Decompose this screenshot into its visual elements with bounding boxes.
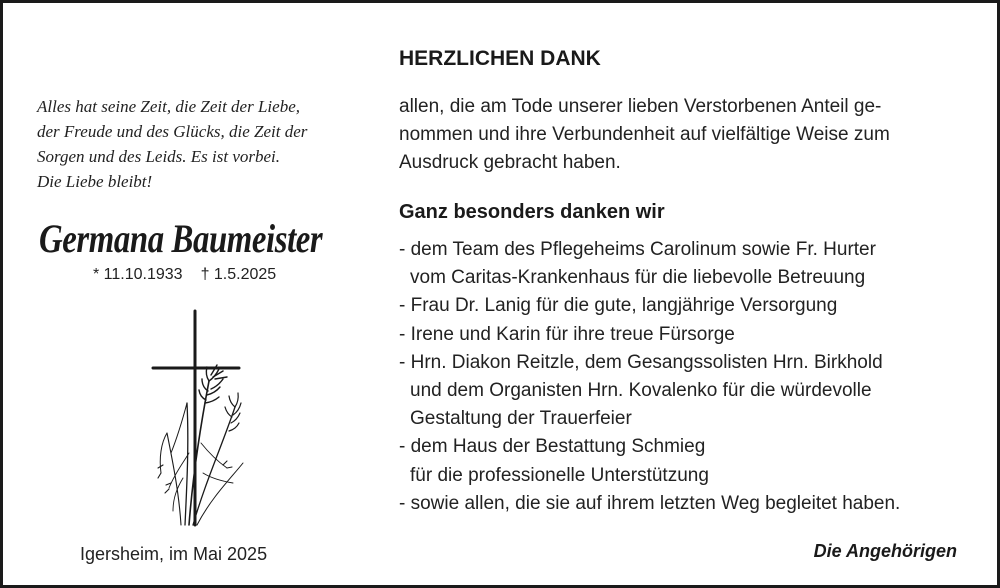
poem-line: der Freude und des Glücks, die Zeit der [37, 122, 308, 141]
thanks-item: - Frau Dr. Lanig für die gute, langjährige Versorgung [399, 295, 838, 317]
thanks-item: - sowie allen, die sie auf ihrem letzten Weg begleitet haben. [399, 492, 901, 514]
life-dates [93, 266, 276, 284]
cross-with-wheat-icon [143, 303, 253, 528]
intro-paragraph [399, 93, 979, 177]
thanks-item: - dem Team des Pflegeheims Carolinum sowie Fr. Hurter [399, 239, 876, 260]
thanks-item: - Hrn. Diakon Reitzle, dem Gesangssolisten Hrn. Birkhold [399, 351, 883, 373]
thanks-item-continuation: für die professionelle Unterstützung [410, 464, 709, 486]
thanks-list [399, 236, 989, 518]
intro-line: nommen und ihre Verbundenheit auf vielfältige Weise zum [399, 124, 890, 145]
thanks-heading: HERZLICHEN DANK [399, 47, 601, 70]
poem-line: Die Liebe bleibt! [37, 172, 153, 191]
intro-line: Ausdruck gebracht haben. [399, 152, 621, 173]
thanks-item-continuation: vom Caritas-Krankenhaus für die liebevolle Betreuung [410, 267, 866, 289]
poem [37, 94, 367, 194]
death-date: † 1.5.2025 [200, 266, 277, 283]
signature: Die Angehörigen [813, 541, 957, 561]
thanks-item: - dem Haus der Bestattung Schmieg [399, 436, 706, 458]
special-thanks-heading: Ganz besonders danken wir [399, 201, 665, 223]
deceased-name: Germana Baumeister [39, 216, 323, 261]
poem-line: Alles hat seine Zeit, die Zeit der Liebe, [37, 97, 300, 116]
intro-line: allen, die am Tode unserer lieben Verstorbenen Anteil ge- [399, 96, 882, 117]
thanks-item-continuation: Gestaltung der Trauerfeier [410, 408, 632, 430]
place-and-date: Igersheim, im Mai 2025 [80, 544, 268, 564]
poem-line: Sorgen und des Leids. Es ist vorbei. [37, 147, 281, 166]
thanks-item-continuation: und dem Organisten Hrn. Kovalenko für die würdevolle [410, 380, 872, 402]
birth-date: * 11.10.1933 [93, 266, 183, 283]
thanks-item: - Irene und Karin für ihre treue Fürsorge [399, 323, 735, 345]
